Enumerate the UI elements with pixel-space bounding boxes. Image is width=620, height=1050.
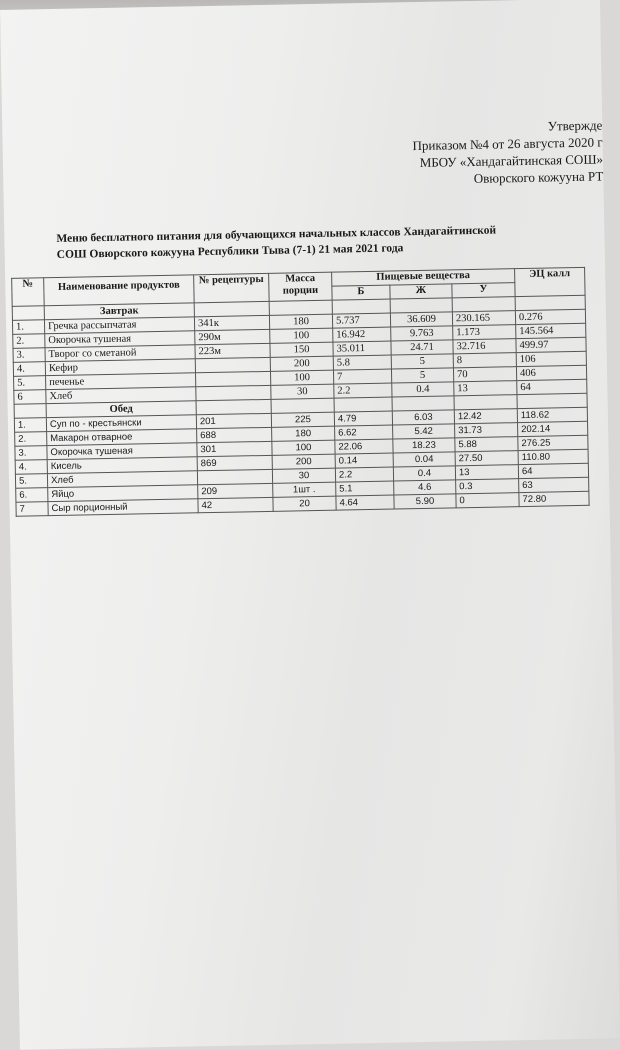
cell-zh: 36.609 [390,312,452,327]
approval-line: Утвержде [547,117,603,134]
header-name: Наименование продуктов [44,275,195,306]
cell-b: 5.8 [333,355,391,370]
header-mass: Масса порции [269,272,333,301]
header-zh: Ж [390,284,452,299]
cell-mass: 20 [273,496,336,511]
cell-num: 3. [13,348,45,363]
cell-zh: 5 [391,368,453,383]
cell-recipe: 223м [195,343,270,358]
cell-name: Творог со сметаной [45,345,195,362]
cell-energy: 64 [517,379,587,394]
menu-table [11,267,589,517]
cell-name: Яйцо [48,485,198,502]
cell-recipe: 869 [197,455,272,470]
cell-recipe: 42 [198,497,273,512]
cell-name: Гречка рассыпчатая [44,317,194,334]
cell-name: Макарон отварное [47,429,197,446]
cell-b: 35.011 [333,341,391,356]
header-u: У [452,283,515,298]
section-lunch: Обед [46,401,196,418]
cell-mass: 150 [270,342,333,357]
cell-num: 6. [16,488,48,503]
cell-recipe: 341к [194,315,269,330]
cell-b: 16.942 [333,327,391,342]
cell-b: 4.64 [336,495,394,510]
cell-energy: 406 [516,365,586,380]
cell-energy: 499.97 [516,337,586,352]
cell-num: 2. [15,432,47,447]
cell-mass: 100 [270,328,333,343]
cell-mass: 100 [272,440,335,455]
cell-recipe: 201 [196,413,271,428]
cell-num: 3. [15,446,47,461]
cell-zh: 0.4 [393,466,455,481]
cell-zh: 4.6 [394,480,456,495]
cell-u: 0.3 [456,479,519,494]
cell-u: 12.42 [454,409,517,424]
cell-mass: 1шт . [273,482,336,497]
cell-u: 31.73 [455,423,518,438]
cell-energy: 63 [519,477,589,492]
cell-b: 4.79 [334,411,392,426]
section-breakfast: Завтрак [44,303,194,320]
cell-energy: 72.80 [519,491,589,506]
cell-mass: 200 [270,356,333,371]
approval-line: Овюрского кожууна РТ [473,168,604,186]
cell-zh: 5.42 [393,424,455,439]
cell-b: 5.1 [336,481,394,496]
header-num: № [12,278,45,307]
cell-u: 32.716 [453,339,516,354]
cell-energy: 118.62 [517,407,587,422]
cell-energy: 202.14 [518,421,588,436]
document-title [56,221,597,263]
cell-zh: 0.04 [393,452,455,467]
cell-energy: 106 [516,351,586,366]
cell-mass: 200 [272,454,335,469]
cell-name: Кисель [47,457,197,474]
cell-num: 7 [16,502,48,517]
cell-mass: 180 [269,314,332,329]
cell-recipe [195,357,270,372]
cell-recipe: 209 [198,483,273,498]
header-recipe: № рецептуры [194,273,270,302]
cell-name: Хлеб [46,387,196,404]
cell-u: 27.50 [455,451,518,466]
cell-u: 8 [453,353,516,368]
cell-b: 6.62 [335,425,393,440]
cell-num: 4. [15,460,47,475]
cell-mass: 30 [271,384,334,399]
cell-b: 5.737 [332,313,390,328]
cell-recipe: 688 [197,427,272,442]
cell-mass: 180 [272,426,335,441]
approval-line: МБОУ «Хандагайтинская СОШ» [419,151,604,170]
cell-num: 6 [14,390,46,405]
cell-name: Сыр порционный [48,499,198,516]
cell-zh: 5.90 [394,494,456,509]
header-energy: ЭЦ калл [515,267,586,296]
cell-recipe [197,469,272,484]
cell-num: 2. [13,334,45,349]
cell-b: 2.2 [334,383,392,398]
cell-energy: 110.80 [518,449,588,464]
cell-u: 5.88 [455,437,518,452]
cell-zh: 18.23 [393,438,455,453]
cell-u: 0 [456,493,519,508]
cell-energy: 276.25 [518,435,588,450]
cell-num: 1. [14,418,46,433]
cell-energy: 0.276 [515,309,585,324]
cell-b: 2.2 [335,467,393,482]
cell-recipe [196,385,271,400]
cell-zh: 5 [391,354,453,369]
cell-u: 230.165 [452,311,515,326]
cell-recipe [196,371,271,386]
cell-num: 5. [15,474,47,489]
cell-num: 1. [12,320,44,335]
cell-name: Окорочка тушеная [45,331,195,348]
header-b: Б [332,285,390,300]
cell-u: 1.173 [453,325,516,340]
cell-u: 13 [455,465,518,480]
cell-zh: 0.4 [392,382,454,397]
cell-b: 7 [333,369,391,384]
cell-u: 13 [454,381,517,396]
cell-u: 70 [453,367,516,382]
cell-energy: 145.564 [516,323,586,338]
cell-mass: 30 [272,468,335,483]
cell-recipe: 301 [197,441,272,456]
cell-zh: 9.763 [391,326,453,341]
cell-zh: 24.71 [391,340,453,355]
cell-name: Кефир [45,359,195,376]
cell-energy: 64 [518,463,588,478]
cell-b: 0.14 [335,453,393,468]
cell-num: 4. [13,362,45,377]
cell-name: Хлеб [47,471,197,488]
cell-mass: 100 [270,370,333,385]
title-line: СОШ Овюрского кожууна Республики Тыва (7-1) 21 мая 2021 года [56,242,404,261]
approval-block [362,116,603,189]
cell-zh: 6.03 [392,410,454,425]
header-nutrients: Пищевые вещества [332,269,515,287]
approval-line: Приказом №4 от 26 августа 2020 г [412,134,603,154]
cell-name: печенье [46,373,196,390]
cell-b: 22.06 [335,439,393,454]
cell-num: 5. [14,376,46,391]
cell-recipe: 290м [195,329,270,344]
cell-name: Окорочка тушеная [47,443,197,460]
cell-name: Суп по - крестьянски [46,415,196,432]
cell-mass: 225 [271,412,334,427]
title-line: Меню бесплатного питания для обучающихся начальных классов Хандагайтинской [56,224,497,245]
